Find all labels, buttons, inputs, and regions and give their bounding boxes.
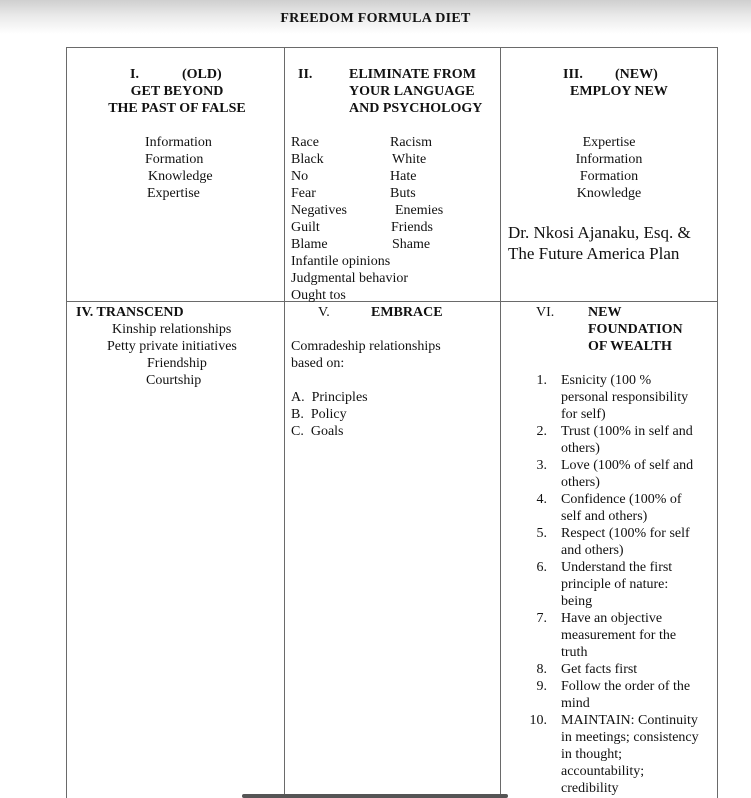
list-item-text: Confidence (100% of	[561, 492, 682, 507]
list-item-text: Respect (100% for self	[561, 526, 690, 541]
section-3-item: Formation	[579, 169, 639, 184]
list-item-text: and others)	[561, 543, 624, 558]
table-right-border	[717, 47, 718, 798]
table-col-divider-1	[284, 47, 285, 798]
section-5-heading: EMBRACE	[371, 305, 443, 320]
section-2-number: II.	[298, 67, 313, 82]
section-2-tail-item: Infantile opinions	[291, 254, 391, 269]
section-6-heading-line2: FOUNDATION	[588, 322, 683, 337]
section-2-left-word: Black	[291, 152, 324, 167]
list-item-text: Esnicity (100 %	[561, 373, 652, 388]
section-2-left-word: Fear	[291, 186, 316, 201]
section-5-number: V.	[318, 305, 330, 320]
list-item-text: accountability;	[561, 764, 645, 779]
section-2-heading-line3: AND PSYCHOLOGY	[349, 101, 483, 116]
list-item-text: principle of nature:	[561, 577, 669, 592]
section-4-item: Friendship	[147, 356, 207, 371]
list-item-text: Get facts first	[561, 662, 638, 677]
list-item-text: self and others)	[561, 509, 648, 524]
section-5-item: C. Goals	[291, 424, 344, 439]
section-2-left-word: Guilt	[291, 220, 320, 235]
list-item-number: 1.	[536, 373, 547, 388]
list-item-text: Love (100% of self and	[561, 458, 694, 473]
table-col-divider-2	[500, 47, 501, 798]
section-5-item: B. Policy	[291, 407, 347, 422]
list-item-text: others)	[561, 441, 600, 456]
section-3-heading-line2: EMPLOY NEW	[570, 84, 668, 99]
list-item-text: Trust (100% in self and	[561, 424, 693, 439]
section-1-item: Knowledge	[148, 169, 213, 184]
section-4-item: Courtship	[146, 373, 202, 388]
section-1-heading-line2: GET BEYOND	[130, 84, 224, 99]
list-item-text: Have an objective	[561, 611, 663, 626]
list-item-text: Understand the first	[561, 560, 673, 575]
list-item-text: in thought;	[561, 747, 623, 762]
list-item-number: 9.	[536, 679, 547, 694]
list-item-text: in meetings; consistency	[561, 730, 699, 745]
list-item-text: truth	[561, 645, 588, 660]
section-1-number: I.	[130, 67, 139, 82]
table-row-divider	[66, 301, 718, 302]
section-2-right-word: Buts	[390, 186, 416, 201]
section-2-right-word: Shame	[392, 237, 431, 252]
section-5-item: A. Principles	[291, 390, 368, 405]
section-6-number: VI.	[536, 305, 555, 320]
section-2-right-word: White	[392, 152, 427, 167]
section-3-number: III.	[563, 67, 583, 82]
list-item-text: for self)	[561, 407, 606, 422]
section-1-item: Formation	[145, 152, 204, 167]
author-line-2: The Future America Plan	[508, 244, 680, 263]
list-item-number: 7.	[536, 611, 547, 626]
section-2-right-word: Enemies	[395, 203, 444, 218]
section-1-item: Expertise	[147, 186, 200, 201]
document-title: FREEDOM FORMULA DIET	[280, 11, 471, 26]
list-item-number: 4.	[536, 492, 547, 507]
section-3-tag: (NEW)	[615, 67, 658, 82]
list-item-text: Follow the order of the	[561, 679, 691, 694]
list-item-text: measurement for the	[561, 628, 677, 643]
section-1-heading-line3: THE PAST OF FALSE	[108, 101, 246, 116]
section-2-tail-item: Ought tos	[291, 288, 346, 303]
list-item-number: 3.	[536, 458, 547, 473]
list-item-number: 10.	[529, 713, 547, 728]
section-2-left-word: Negatives	[291, 203, 347, 218]
section-2-right-word: Racism	[390, 135, 432, 150]
list-item-text: mind	[561, 696, 590, 711]
horizontal-scrollbar[interactable]	[242, 794, 508, 798]
section-4-item: Kinship relationships	[112, 322, 232, 337]
section-2-left-word: No	[291, 169, 309, 184]
section-5-intro-line2: based on:	[291, 356, 345, 371]
section-3-item: Knowledge	[576, 186, 642, 201]
section-2-left-word: Blame	[291, 237, 328, 252]
section-2-tail-item: Judgmental behavior	[291, 271, 409, 286]
section-4-heading: IV. TRANSCEND	[76, 305, 184, 320]
section-4-item: Petty private initiatives	[107, 339, 237, 354]
list-item-text: personal responsibility	[561, 390, 689, 405]
section-5-intro-line1: Comradeship relationships	[291, 339, 441, 354]
section-6-heading-line1: NEW	[588, 305, 622, 320]
section-2-heading-line2: YOUR LANGUAGE	[349, 84, 475, 99]
table-top-border	[66, 47, 718, 48]
section-3-item: Expertise	[582, 135, 636, 150]
section-3-item: Information	[575, 152, 643, 167]
list-item-number: 8.	[536, 662, 547, 677]
section-2-heading-line1: ELIMINATE FROM	[349, 67, 476, 82]
section-2-right-word: Hate	[390, 169, 417, 184]
list-item-number: 6.	[536, 560, 547, 575]
section-1-tag: (OLD)	[182, 67, 222, 82]
list-item-number: 2.	[536, 424, 547, 439]
list-item-text: being	[561, 594, 593, 609]
section-6-heading-line3: OF WEALTH	[588, 339, 672, 354]
list-item-text: MAINTAIN: Continuity	[561, 713, 698, 728]
list-item-text: others)	[561, 475, 600, 490]
list-item-number: 5.	[536, 526, 547, 541]
author-line-1: Dr. Nkosi Ajanaku, Esq. &	[508, 223, 691, 242]
section-1-item: Information	[145, 135, 212, 150]
section-2-right-word: Friends	[391, 220, 433, 235]
table-left-border	[66, 47, 67, 798]
list-item-text: credibility	[561, 781, 619, 796]
section-2-left-word: Race	[291, 135, 319, 150]
